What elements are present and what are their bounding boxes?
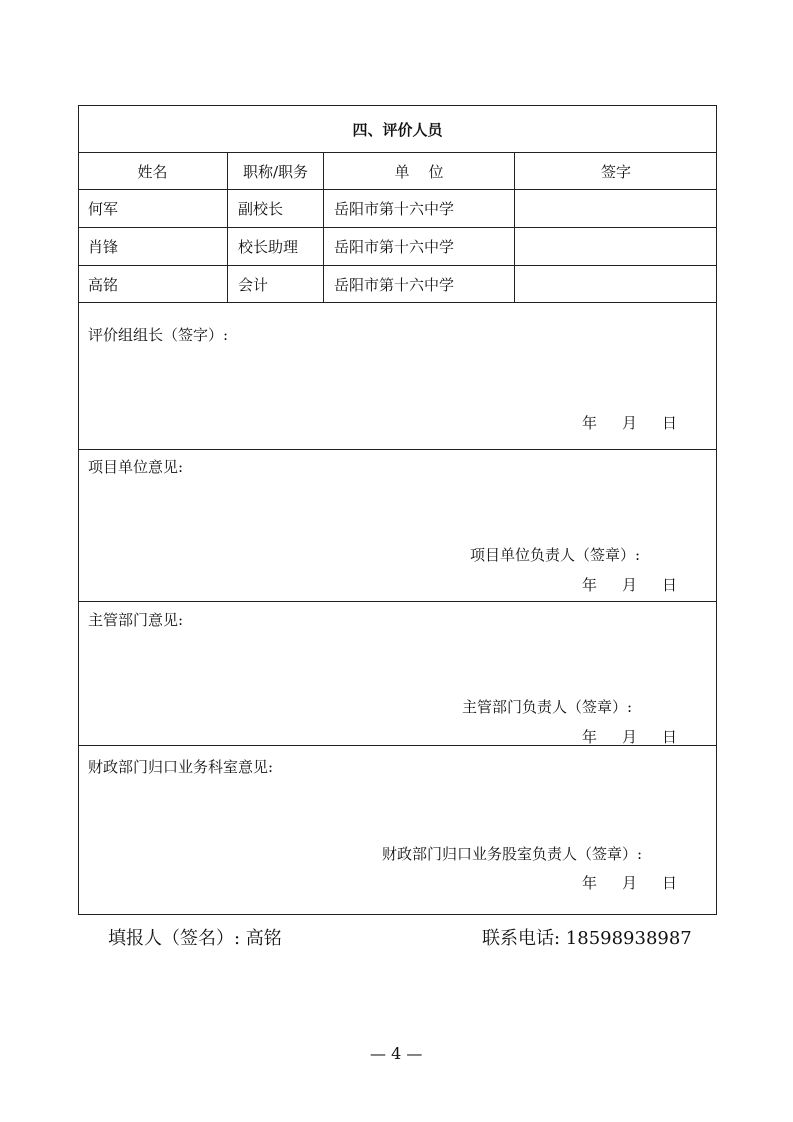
table-header-name: 姓名	[137, 162, 168, 181]
competent-dept-opinion-label: 主管部门意见:	[88, 611, 184, 629]
table-cell-unit: 岳阳市第十六中学	[334, 275, 455, 294]
competent-dept-opinion-area[interactable]	[79, 634, 716, 689]
table-cell-signature[interactable]	[515, 228, 717, 265]
date-month: 月	[622, 728, 638, 746]
panel-divider	[78, 449, 717, 450]
group-leader-signature-area[interactable]	[79, 350, 716, 405]
date-day: 日	[662, 874, 678, 892]
table-cell-title: 校长助理	[238, 238, 299, 256]
table-cell-title: 副校长	[238, 200, 284, 218]
project-unit-opinion-area[interactable]	[79, 482, 716, 537]
group-leader-label: 评价组组长（签字）:	[88, 326, 229, 344]
contact-phone: 联系电话: 18598938987	[482, 928, 692, 949]
date-year: 年	[582, 576, 598, 594]
date-month: 月	[622, 874, 638, 892]
table-header-title: 职称/职务	[242, 162, 309, 181]
table-cell-name: 何军	[88, 200, 119, 218]
finance-dept-opinion-area[interactable]	[79, 782, 716, 837]
date-year: 年	[582, 874, 598, 892]
table-line	[78, 302, 717, 303]
date-day: 日	[662, 728, 678, 746]
filler-signature: 填报人（签名）: 高铭	[108, 928, 282, 949]
panel-divider	[78, 601, 717, 602]
finance-dept-opinion-label: 财政部门归口业务科室意见:	[88, 758, 274, 776]
table-cell-unit: 岳阳市第十六中学	[334, 238, 455, 256]
table-header-unit: 单 位	[394, 162, 444, 181]
panel-divider	[78, 745, 717, 746]
page-number: — 4 —	[370, 1044, 423, 1063]
date-month: 月	[622, 414, 638, 432]
table-cell-name: 高铭	[88, 275, 119, 294]
table-cell-title: 会计	[238, 275, 269, 294]
finance-dept-signer-label: 财政部门归口业务股室负责人（签章）:	[382, 845, 643, 863]
date-month: 月	[622, 576, 638, 594]
date-year: 年	[582, 728, 598, 746]
table-cell-unit: 岳阳市第十六中学	[334, 200, 455, 218]
table-cell-signature[interactable]	[515, 266, 717, 302]
competent-dept-signer-label: 主管部门负责人（签章）:	[462, 698, 633, 716]
project-unit-signer-label: 项目单位负责人（签章）:	[470, 546, 641, 564]
table-cell-signature[interactable]	[515, 190, 717, 227]
table-cell-name: 肖锋	[88, 238, 119, 256]
table-header-signature: 签字	[600, 162, 631, 181]
date-day: 日	[662, 576, 678, 594]
project-unit-opinion-label: 项目单位意见:	[88, 458, 184, 476]
date-day: 日	[662, 414, 678, 432]
date-year: 年	[582, 414, 598, 432]
section-title: 四、评价人员	[352, 120, 443, 139]
